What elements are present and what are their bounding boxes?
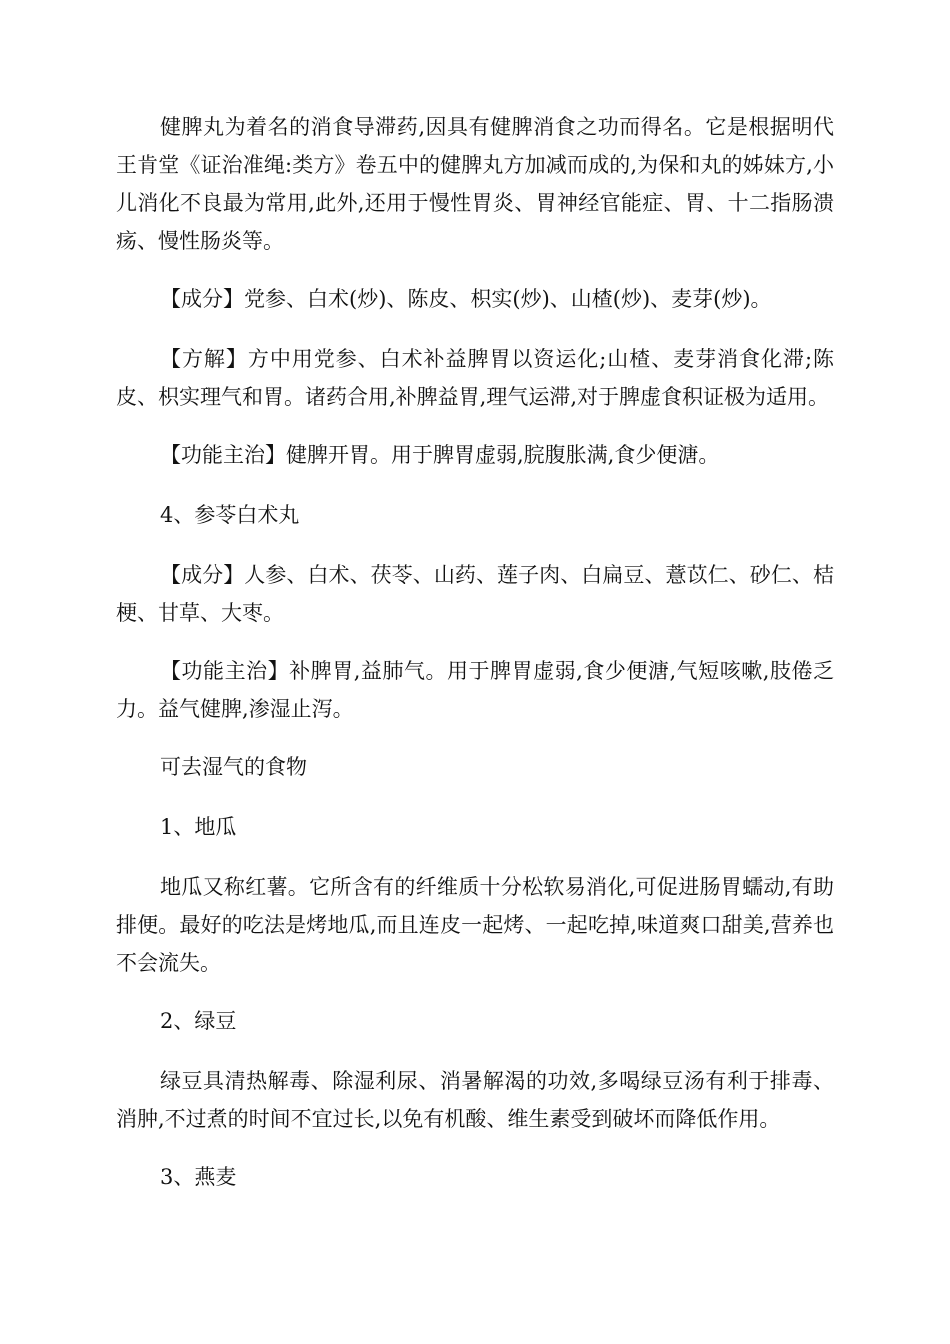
paragraph-indications-2: 【功能主治】补脾胃,益肺气。用于脾胃虚弱,食少便溏,气短咳嗽,肢倦乏力。益气健脾,渗湿止泻。 (116, 659, 834, 721)
paragraph-sweet-potato: 地瓜又称红薯。它所含有的纤维质十分松软易消化,可促进肠胃蠕动,有助排便。最好的吃法是烤地瓜,而且连皮一起烤、一起吃掉,味道爽口甜美,营养也不会流失。 (116, 875, 834, 975)
heading-dampness-foods: 可去湿气的食物 (160, 755, 307, 779)
heading-oats: 3、燕麦 (160, 1165, 237, 1189)
paragraph-ingredients-2: 【成分】人参、白术、茯苓、山药、莲子肉、白扁豆、薏苡仁、砂仁、桔梗、甘草、大枣。 (116, 563, 834, 625)
paragraph-indications: 【功能主治】健脾开胃。用于脾胃虚弱,脘腹胀满,食少便溏。 (160, 443, 720, 467)
paragraph-formula-explanation: 【方解】方中用党参、白术补益脾胃以资运化;山楂、麦芽消食化滞;陈皮、枳实理气和胃。诸药合用,补脾益胃,理气运滞,对于脾虚食积证极为适用。 (116, 347, 834, 409)
heading-shenling-baizhu-wan: 4、参苓白术丸 (160, 503, 300, 527)
heading-mung-bean: 2、绿豆 (160, 1009, 237, 1033)
paragraph-ingredients: 【成分】党参、白术(炒)、陈皮、枳实(炒)、山楂(炒)、麦芽(炒)。 (160, 287, 772, 311)
paragraph-jianpiwan-intro: 健脾丸为着名的消食导滞药,因具有健脾消食之功而得名。它是根据明代王肯堂《证治准绳:类方》卷五中的健脾丸方加减而成的,为保和丸的姊妹方,小儿消化不良最为常用,此外,还用于慢性胃炎、胃神经官能症、胃、十二指肠溃疡、慢性肠炎等。 (116, 115, 834, 253)
heading-sweet-potato: 1、地瓜 (160, 815, 237, 839)
document-page (116, 108, 834, 1218)
paragraph-mung-bean: 绿豆具清热解毒、除湿利尿、消暑解渴的功效,多喝绿豆汤有利于排毒、消肿,不过煮的时间不宜过长,以免有机酸、维生素受到破坏而降低作用。 (116, 1069, 834, 1131)
